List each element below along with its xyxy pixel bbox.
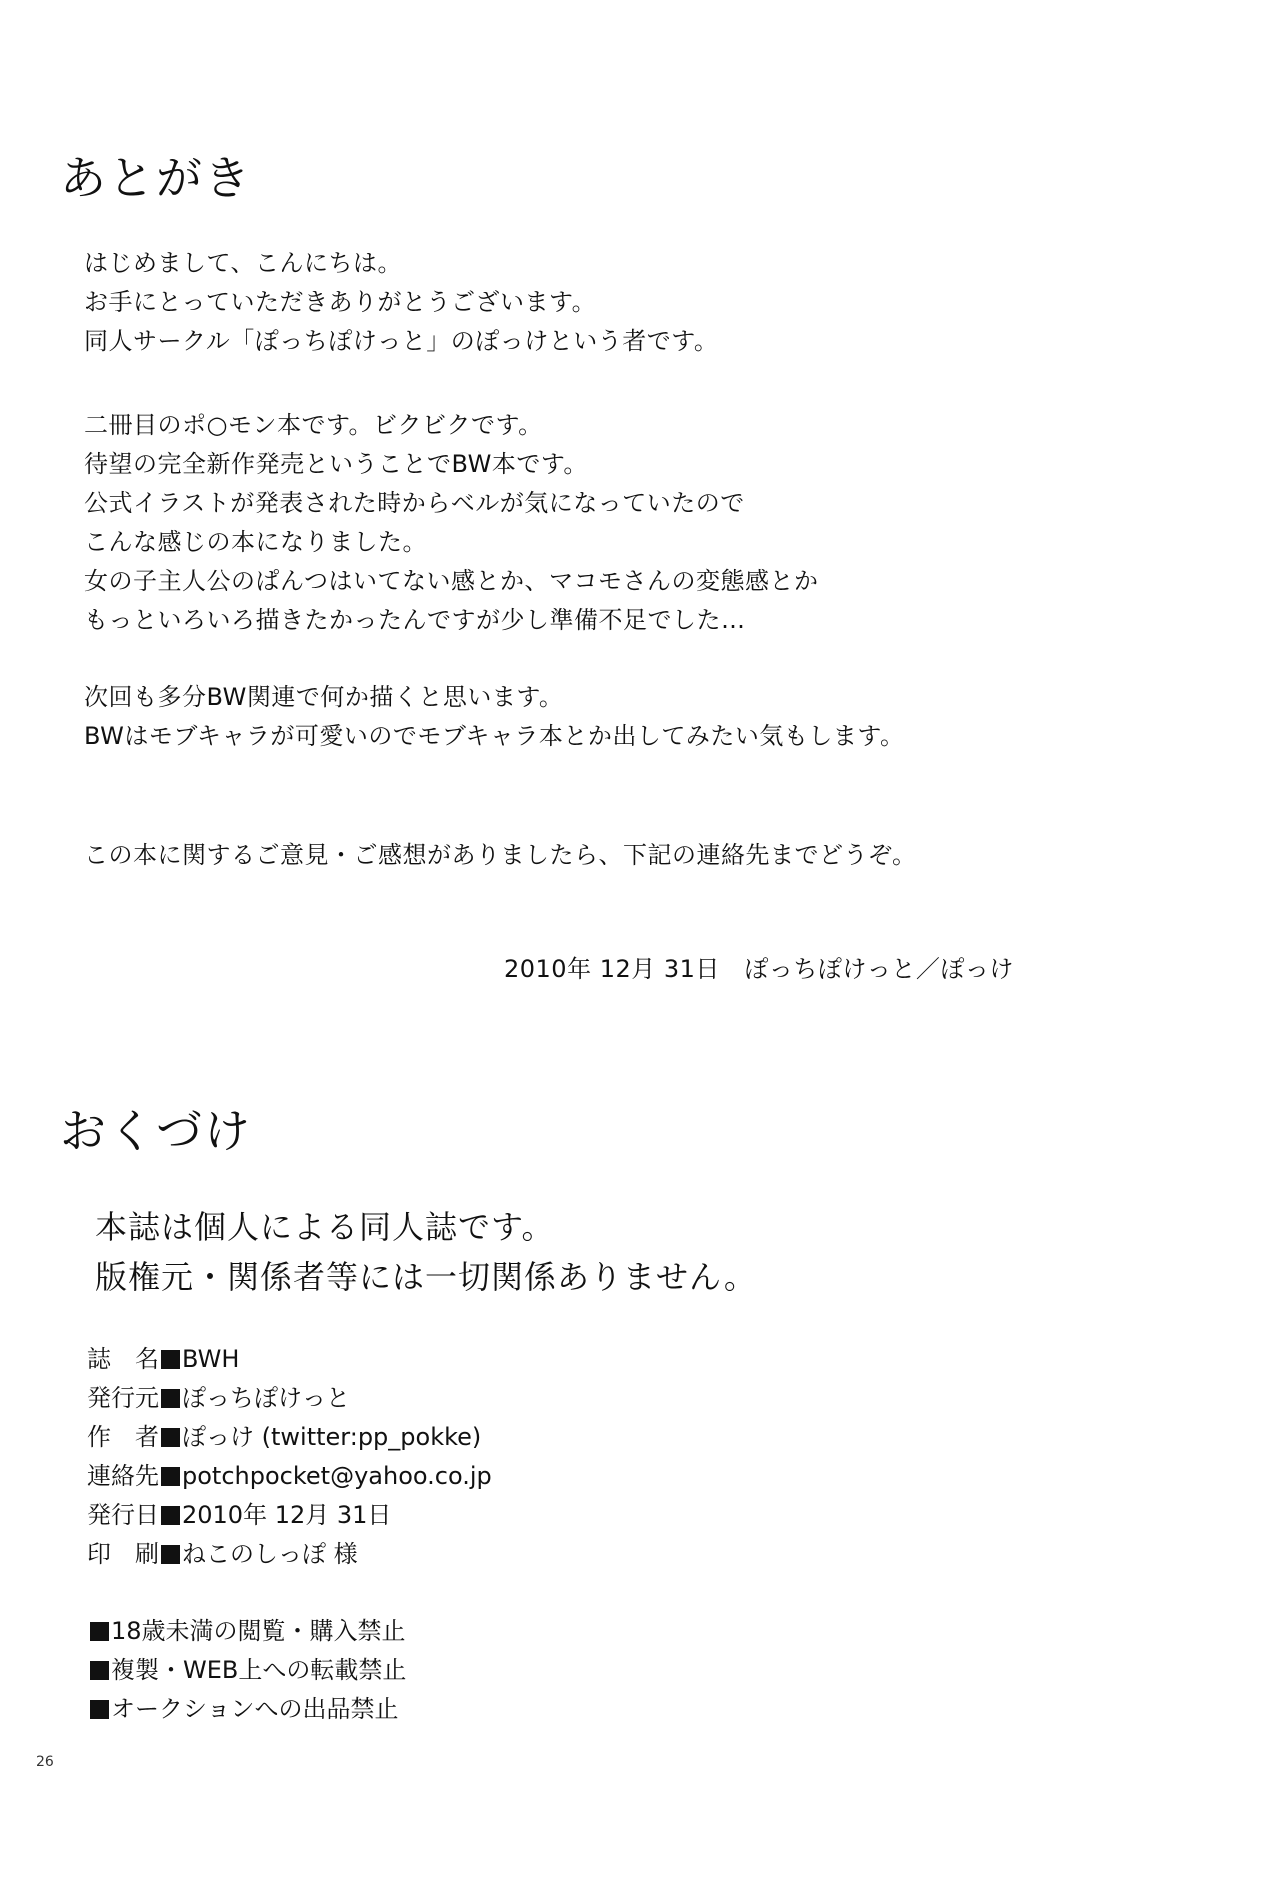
disclaimer-line: 版権元・関係者等には一切関係ありません。 bbox=[95, 1258, 757, 1296]
info-row-date bbox=[87, 1496, 492, 1535]
rule-item bbox=[90, 1690, 406, 1729]
afterword-paragraph-1 bbox=[84, 244, 1234, 361]
afterword-line: 女の子主人公のぱんつはいてない感とか、マコモさんの変態感とか bbox=[84, 567, 819, 595]
black-square-icon bbox=[161, 1428, 180, 1447]
afterword-signature: 2010年 12月 31日 ぽっちぽけっと／ぽっけ bbox=[504, 955, 1014, 983]
afterword-line: 公式イラストが発表された時からベルが気になっていたので bbox=[84, 489, 745, 517]
rule-text: 18歳未満の閲覧・購入禁止 bbox=[111, 1617, 406, 1645]
info-label: 印 刷 bbox=[87, 1540, 159, 1568]
info-label: 発行元 bbox=[87, 1384, 159, 1412]
info-row-contact bbox=[87, 1457, 492, 1496]
info-value: ぽっけ (twitter:pp_pokke) bbox=[182, 1423, 482, 1451]
info-row-title bbox=[87, 1340, 492, 1379]
info-label: 発行日 bbox=[87, 1501, 159, 1529]
rule-item bbox=[90, 1612, 406, 1651]
page-number: 26 bbox=[36, 1754, 54, 1770]
afterword-paragraph-3 bbox=[84, 678, 1234, 756]
black-square-icon bbox=[90, 1700, 109, 1719]
black-square-icon bbox=[161, 1545, 180, 1564]
afterword-line: お手にとっていただきありがとうございます。 bbox=[84, 288, 597, 316]
afterword-line: はじめまして、こんにちは。 bbox=[84, 249, 403, 277]
info-label: 連絡先 bbox=[87, 1462, 159, 1490]
afterword-paragraph-4 bbox=[84, 836, 1234, 875]
info-value: 2010年 12月 31日 bbox=[182, 1501, 392, 1529]
afterword-line: BWはモブキャラが可愛いのでモブキャラ本とか出してみたい気もします。 bbox=[84, 722, 905, 750]
info-value: potchpocket@yahoo.co.jp bbox=[182, 1462, 492, 1490]
info-label: 誌 名 bbox=[87, 1345, 159, 1373]
rule-text: 複製・WEB上への転載禁止 bbox=[111, 1656, 407, 1684]
afterword-line: 二冊目のポ○モン本です。ビクビクです。 bbox=[84, 411, 543, 439]
afterword-line: 同人サークル「ぽっちぽけっと」のぽっけという者です。 bbox=[84, 327, 719, 355]
colophon-info-list bbox=[87, 1340, 492, 1574]
info-label: 作 者 bbox=[87, 1423, 159, 1451]
info-row-printer bbox=[87, 1535, 492, 1574]
black-square-icon bbox=[161, 1389, 180, 1408]
afterword-line: 次回も多分BW関連で何か描くと思います。 bbox=[84, 683, 564, 711]
info-row-publisher bbox=[87, 1379, 492, 1418]
colophon-title: おくづけ bbox=[60, 1104, 252, 1158]
info-value: BWH bbox=[182, 1345, 240, 1373]
colophon-rules-list bbox=[90, 1612, 406, 1729]
info-value: ぽっちぽけっと bbox=[182, 1384, 350, 1412]
black-square-icon bbox=[161, 1506, 180, 1525]
afterword-line: もっといろいろ描きたかったんですが少し準備不足でした… bbox=[84, 606, 746, 634]
colophon-disclaimer bbox=[95, 1202, 757, 1302]
rule-text: オークションへの出品禁止 bbox=[111, 1695, 399, 1723]
afterword-paragraph-2 bbox=[84, 406, 1234, 640]
afterword-line: この本に関するご意見・ご感想がありましたら、下記の連絡先までどうぞ。 bbox=[84, 841, 917, 869]
afterword-title: あとがき bbox=[60, 151, 252, 205]
black-square-icon bbox=[90, 1622, 109, 1641]
black-square-icon bbox=[161, 1350, 180, 1369]
info-row-author bbox=[87, 1418, 492, 1457]
black-square-icon bbox=[161, 1467, 180, 1486]
rule-item bbox=[90, 1651, 406, 1690]
black-square-icon bbox=[90, 1661, 109, 1680]
afterword-line: こんな感じの本になりました。 bbox=[84, 528, 427, 556]
info-value: ねこのしっぽ 様 bbox=[182, 1540, 358, 1568]
afterword-line: 待望の完全新作発売ということでBW本です。 bbox=[84, 450, 588, 478]
disclaimer-line: 本誌は個人による同人誌です。 bbox=[95, 1208, 555, 1246]
